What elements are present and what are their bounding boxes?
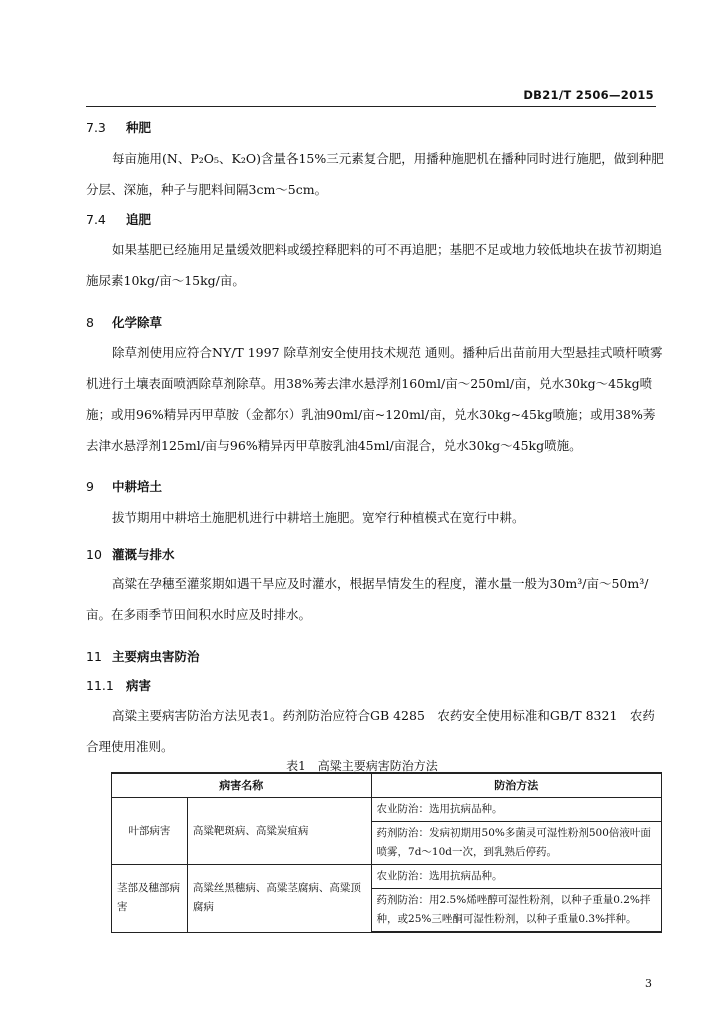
section-title: 主要病虫害防治 bbox=[112, 649, 200, 664]
chemical-control: 药剂防治：发病初期用50%多菌灵可湿性粉剂500倍液叶面喷雾，7d～10d一次，到乳熟后停药。 bbox=[371, 822, 661, 865]
section-11-1-heading bbox=[86, 676, 151, 694]
section-number: 7.3 bbox=[86, 120, 106, 135]
table-caption: 表1 高粱主要病害防治方法 bbox=[286, 759, 438, 773]
section-11-heading bbox=[86, 647, 200, 665]
section-9-heading bbox=[86, 477, 162, 495]
section-9-text: 拔节期用中耕培土施肥机进行中耕培土施肥。宽窄行种植模式在宽行中耕。 bbox=[112, 510, 525, 525]
header-rule bbox=[86, 106, 656, 107]
disease-category: 茎部及穗部病害 bbox=[112, 865, 188, 933]
section-7-4-text: 如果基肥已经施用足量缓效肥料或缓控释肥料的可不再追肥；基肥不足或地力较低地块在拔节初期追施尿素10kg/亩～15kg/亩。 bbox=[86, 242, 663, 288]
disease-list: 高粱丝黑穗病、高粱茎腐病、高粱顶腐病 bbox=[187, 865, 371, 933]
section-7-3-heading bbox=[86, 118, 151, 136]
disease-category: 叶部病害 bbox=[112, 798, 188, 865]
section-11-1-text: 高粱主要病害防治方法见表1。药剂防治应符合GB 4285 农药安全使用标准和GB/T 8321 农药合理使用准则。 bbox=[86, 708, 655, 754]
section-title: 种肥 bbox=[126, 120, 152, 135]
agricultural-control: 农业防治：选用抗病品种。 bbox=[371, 798, 661, 822]
disease-list: 高粱靶斑病、高粱炭疽病 bbox=[187, 798, 371, 865]
section-number: 11 bbox=[86, 649, 102, 664]
section-title: 病害 bbox=[126, 678, 152, 693]
table-header-row bbox=[112, 773, 662, 798]
agricultural-control: 农业防治：选用抗病品种。 bbox=[371, 865, 661, 889]
section-7-4-heading bbox=[86, 210, 151, 228]
section-title: 中耕培土 bbox=[112, 479, 163, 494]
table-row bbox=[112, 798, 662, 822]
section-10-text: 高粱在孕穗至灌浆期如遇干旱应及时灌水，根据旱情发生的程度，灌水量一般为30m³/亩～50m³/亩。在多雨季节田间积水时应及时排水。 bbox=[86, 576, 649, 622]
document-id: DB21/T 2506—2015 bbox=[523, 88, 654, 102]
section-title: 灌溉与排水 bbox=[112, 547, 175, 562]
table-row bbox=[112, 865, 662, 889]
header-method: 防治方法 bbox=[371, 773, 661, 798]
section-number: 8 bbox=[86, 315, 94, 330]
section-8-text: 除草剂使用应符合NY/T 1997 除草剂安全使用技术规范 通则。播种后出苗前用大型悬挂式喷杆喷雾机进行土壤表面喷洒除草剂除草。用38%莠去津水悬浮剂160ml/亩～250ml/亩，兑水30kg～45kg喷施；或用96%精异丙甲草胺（金都尔）乳油90ml/亩~120ml/亩，兑水30kg~45kg喷施；或用38%莠去津水悬浮剂125ml/亩与96%精异丙甲草胺乳油45ml/亩混合，兑水30kg～45kg喷施。 bbox=[86, 345, 663, 453]
section-title: 追肥 bbox=[126, 212, 152, 227]
section-8-heading bbox=[86, 313, 162, 331]
section-7-3-text: 每亩施用(N、P₂O₅、K₂O)含量各15%三元素复合肥，用播种施肥机在播种同时进行施肥，做到种肥分层、深施，种子与肥料间隔3cm～5cm。 bbox=[86, 151, 664, 197]
page-number: 3 bbox=[645, 977, 652, 990]
section-number: 10 bbox=[86, 547, 102, 562]
section-number: 7.4 bbox=[86, 212, 106, 227]
section-number: 9 bbox=[86, 479, 94, 494]
section-number: 11.1 bbox=[86, 678, 114, 693]
header-disease-name: 病害名称 bbox=[112, 773, 372, 798]
section-10-heading bbox=[86, 545, 175, 563]
section-title: 化学除草 bbox=[112, 315, 163, 330]
chemical-control: 药剂防治：用2.5%烯唑醇可湿性粉剂，以种子重量0.2%拌种，或25%三唑酮可湿性粉剂，以种子重量0.3%拌种。 bbox=[371, 889, 661, 933]
disease-control-table bbox=[111, 772, 662, 933]
